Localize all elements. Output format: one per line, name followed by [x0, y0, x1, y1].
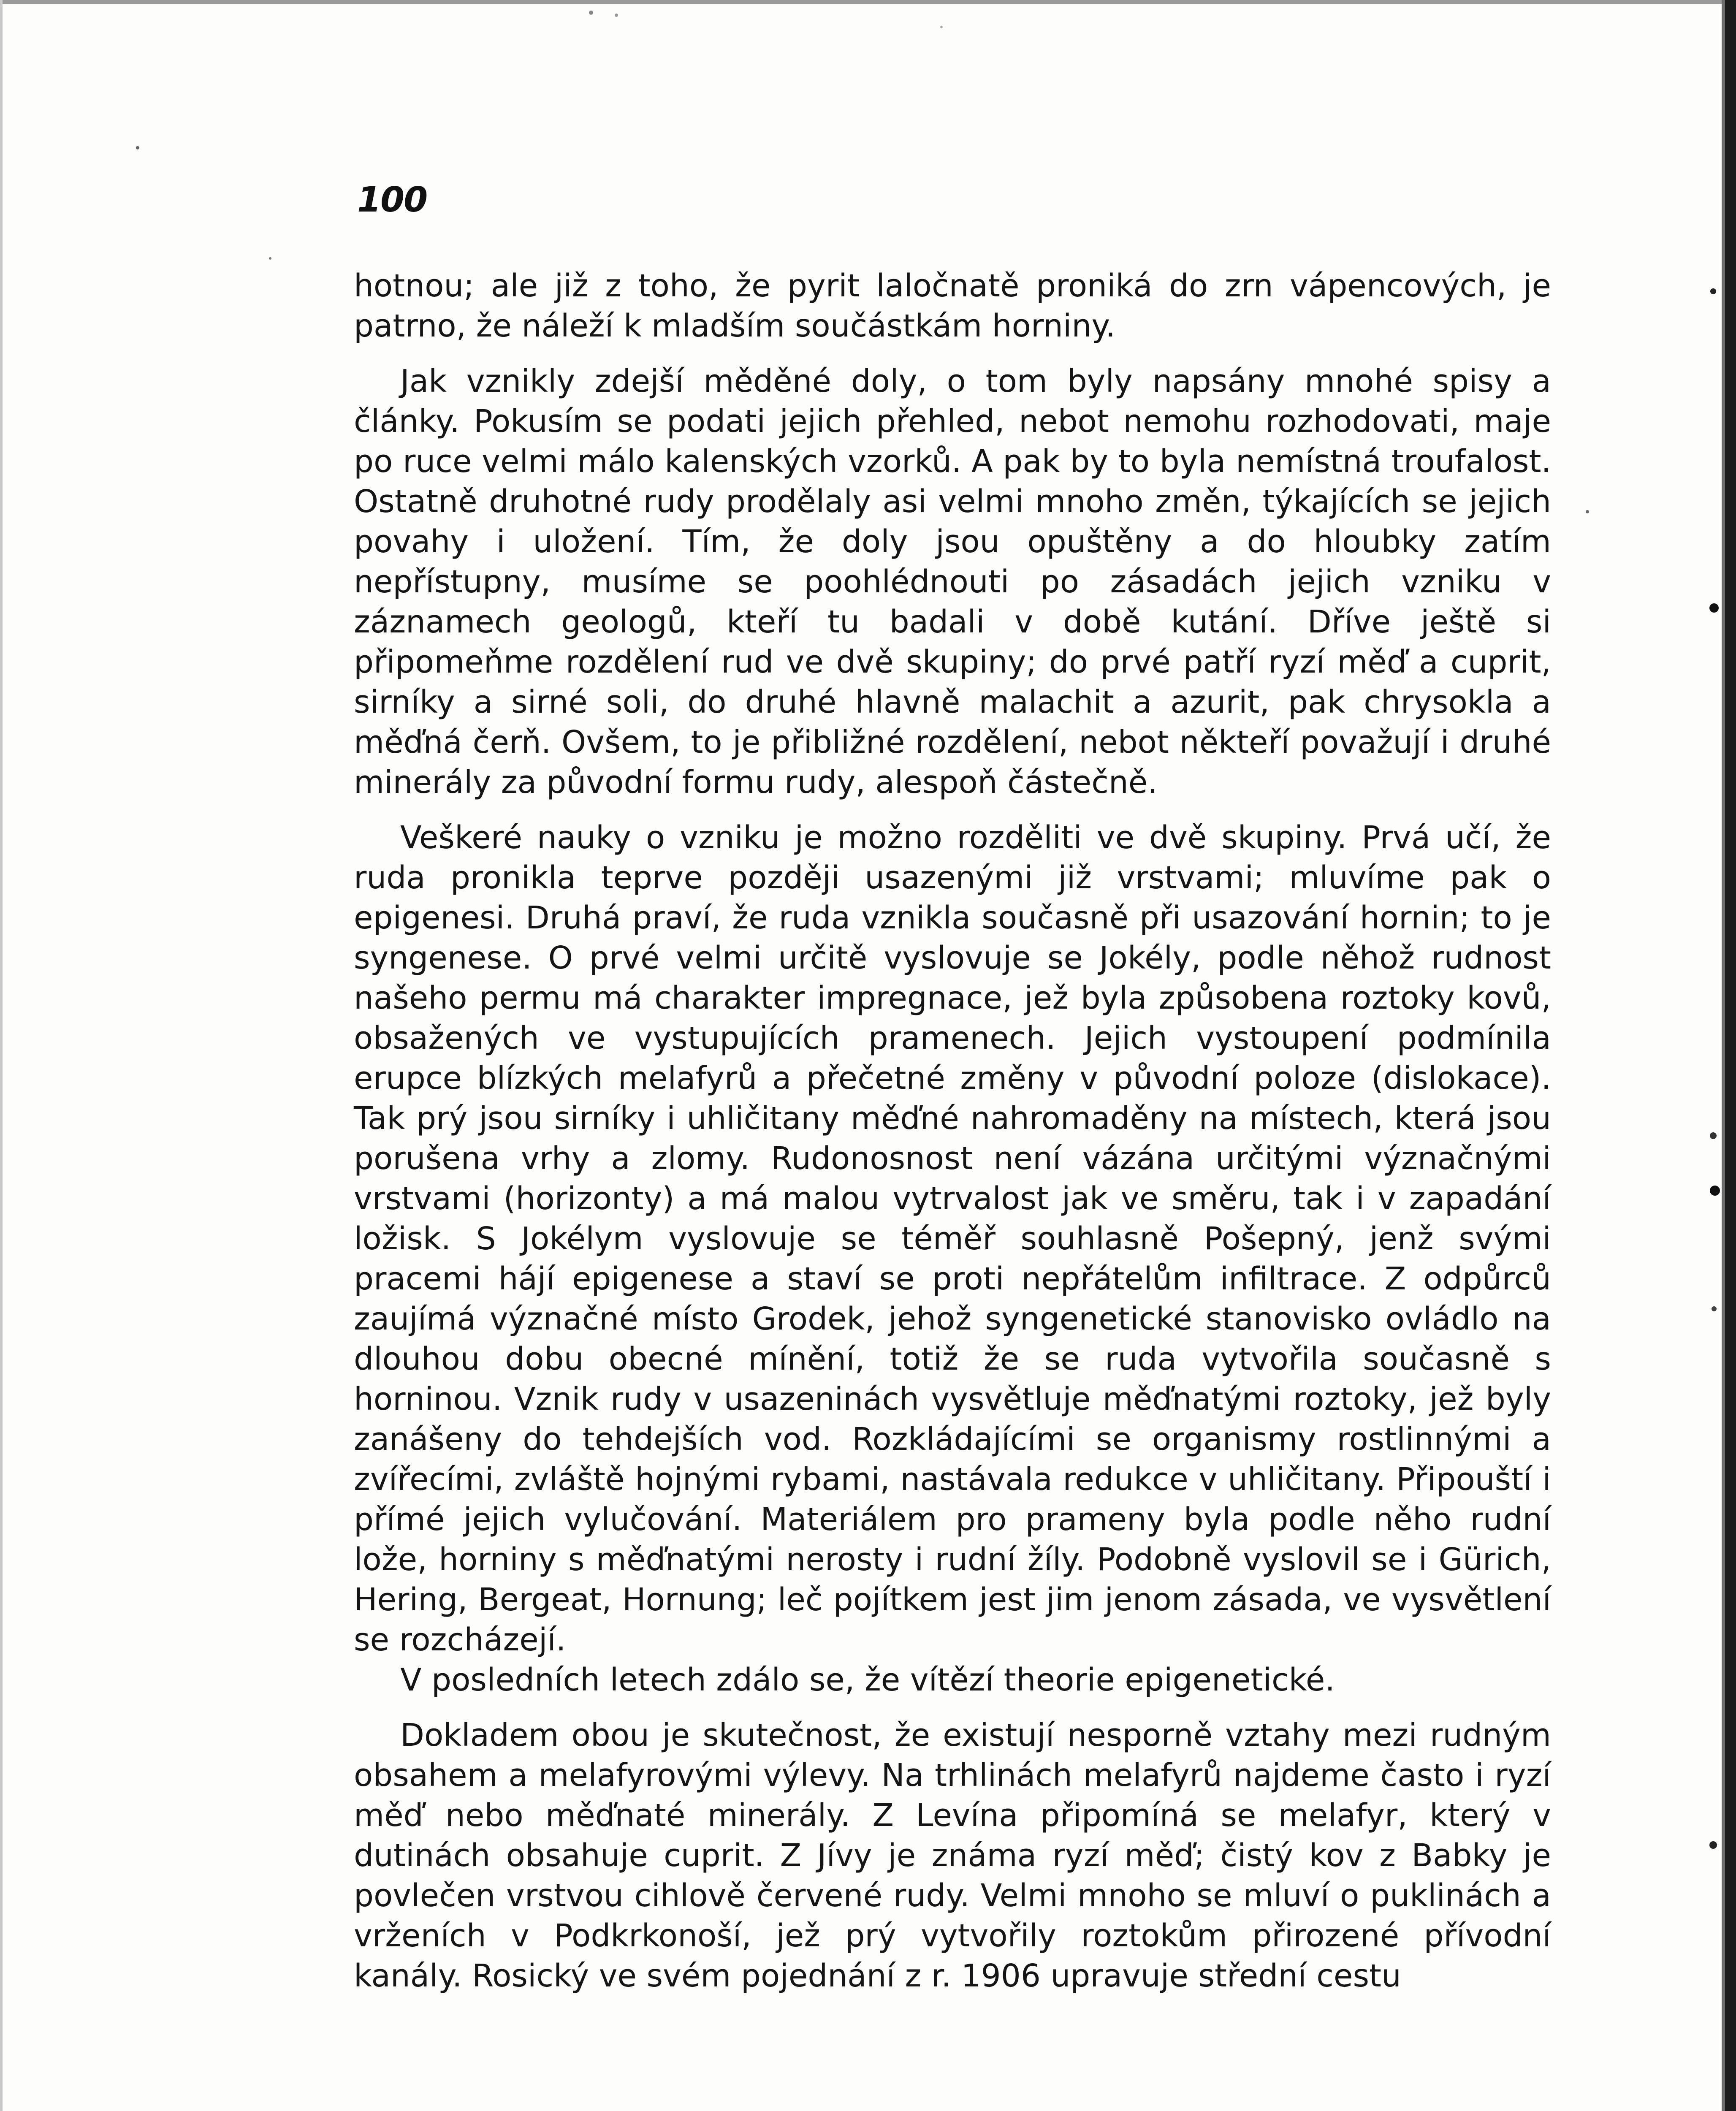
paragraph: Jak vznikly zdejší měděné doly, o tom byly napsány mnohé spisy a články. Pokusím se podati jejich přehled, nebot nemohu rozhodovati, maje po ruce velmi málo kalenských vzorků. A pak by to byla nemístná troufalost. Ostatně druhotné rudy prodělaly asi velmi mnoho změn, týkajících se jejich povahy i uložení. Tím, že doly jsou opuštěny a do hloubky zatím nepřístupny, musíme se poohlédnouti po zásadách jejich vzniku v záznamech geologů, kteří tu badali v době kutání. Dříve ještě si připomeňme rozdělení rud ve dvě skupiny; do prvé patří ryzí měď a cuprit, sirníky a sirné soli, do druhé hlavně malachit a azurit, pak chrysokla a měďná čerň. Ovšem, to je přibližné rozdělení, nebot někteří považují i druhé minerály za původní formu rudy, alespoň částečně.	[354, 363, 1551, 800]
paragraph: Dokladem obou je skutečnost, že existují nesporně vztahy mezi rudným obsahem a melafyrovými výlevy. Na trhlinách melafyrů najdeme často i ryzí měď nebo měďnaté minerály. Z Levína připomíná se melafyr, který v dutinách obsahuje cuprit. Z Jívy je známa ryzí měď; čistý kov z Babky je povlečen vrstvou cihlově červené rudy. Velmi mnoho se mluví o puklinách a vrženích v Podkrkonoší, jež prý vytvořily roztokům přirozené přívodní kanály. Rosický ve svém pojednání z r. 1906 upravuje střední cestu	[354, 1717, 1551, 1994]
page-number: 100	[357, 180, 427, 220]
paragraph: V posledních letech zdálo se, že vítězí theorie epigenetické.	[400, 1662, 1335, 1698]
paragraph: hotnou; ale již z toho, že pyrit laločnatě proniká do zrn vápencových, je patrno, že náleží k mladším součástkám horniny.	[354, 268, 1551, 344]
body-text	[354, 266, 1551, 1996]
paragraph: Veškeré nauky o vzniku je možno rozděliti ve dvě skupiny. Prvá učí, že ruda pronikla teprve později usazenými již vrstvami; mluvíme pak o epigenesi. Druhá praví, že ruda vznikla současně při usazování hornin; to je syngenese. O prvé velmi určitě vyslovuje se Jokély, podle něhož rudnost našeho permu má charakter impregnace, jež byla způsobena roztoky kovů, obsažených ve vystupujících pramenech. Jejich vystoupení podmínila erupce blízkých melafyrů a přečetné změny v původní poloze (dislokace). Tak prý jsou sirníky i uhličitany měďné nahromaděny na místech, která jsou porušena vrhy a zlomy. Rudonosnost není vázána určitými význačnými vrstvami (horizonty) a má malou vytrvalost jak ve směru, tak i v zapadání ložisk. S Jokélym vyslovuje se téměř souhlasně Pošepný, jenž svými pracemi hájí epigenese a staví se proti nepřátelům infiltrace. Z odpůrců zaujímá význačné místo Grodek, jehož syngenetické stanovisko ovládlo na dlouhou dobu obecné mínění, totiž že se ruda vytvořila současně s horninou. Vznik rudy v usazeninách vysvětluje měďnatými roztoky, jež byly zanášeny do tehdejších vod. Rozkládajícími se organismy rostlinnými a zvířecími, zvláště hojnými rybami, nastávala redukce v uhličitany. Připouští i přímé jejich vylučování. Materiálem pro prameny byla podle něho rudní lože, horniny s měďnatými nerosty i rudní žíly. Podobně vyslovil se i Gürich, Hering, Bergeat, Hornung; leč pojítkem jest jim jenom zásada, ve vysvětlení se rozcházejí.	[354, 819, 1551, 1658]
